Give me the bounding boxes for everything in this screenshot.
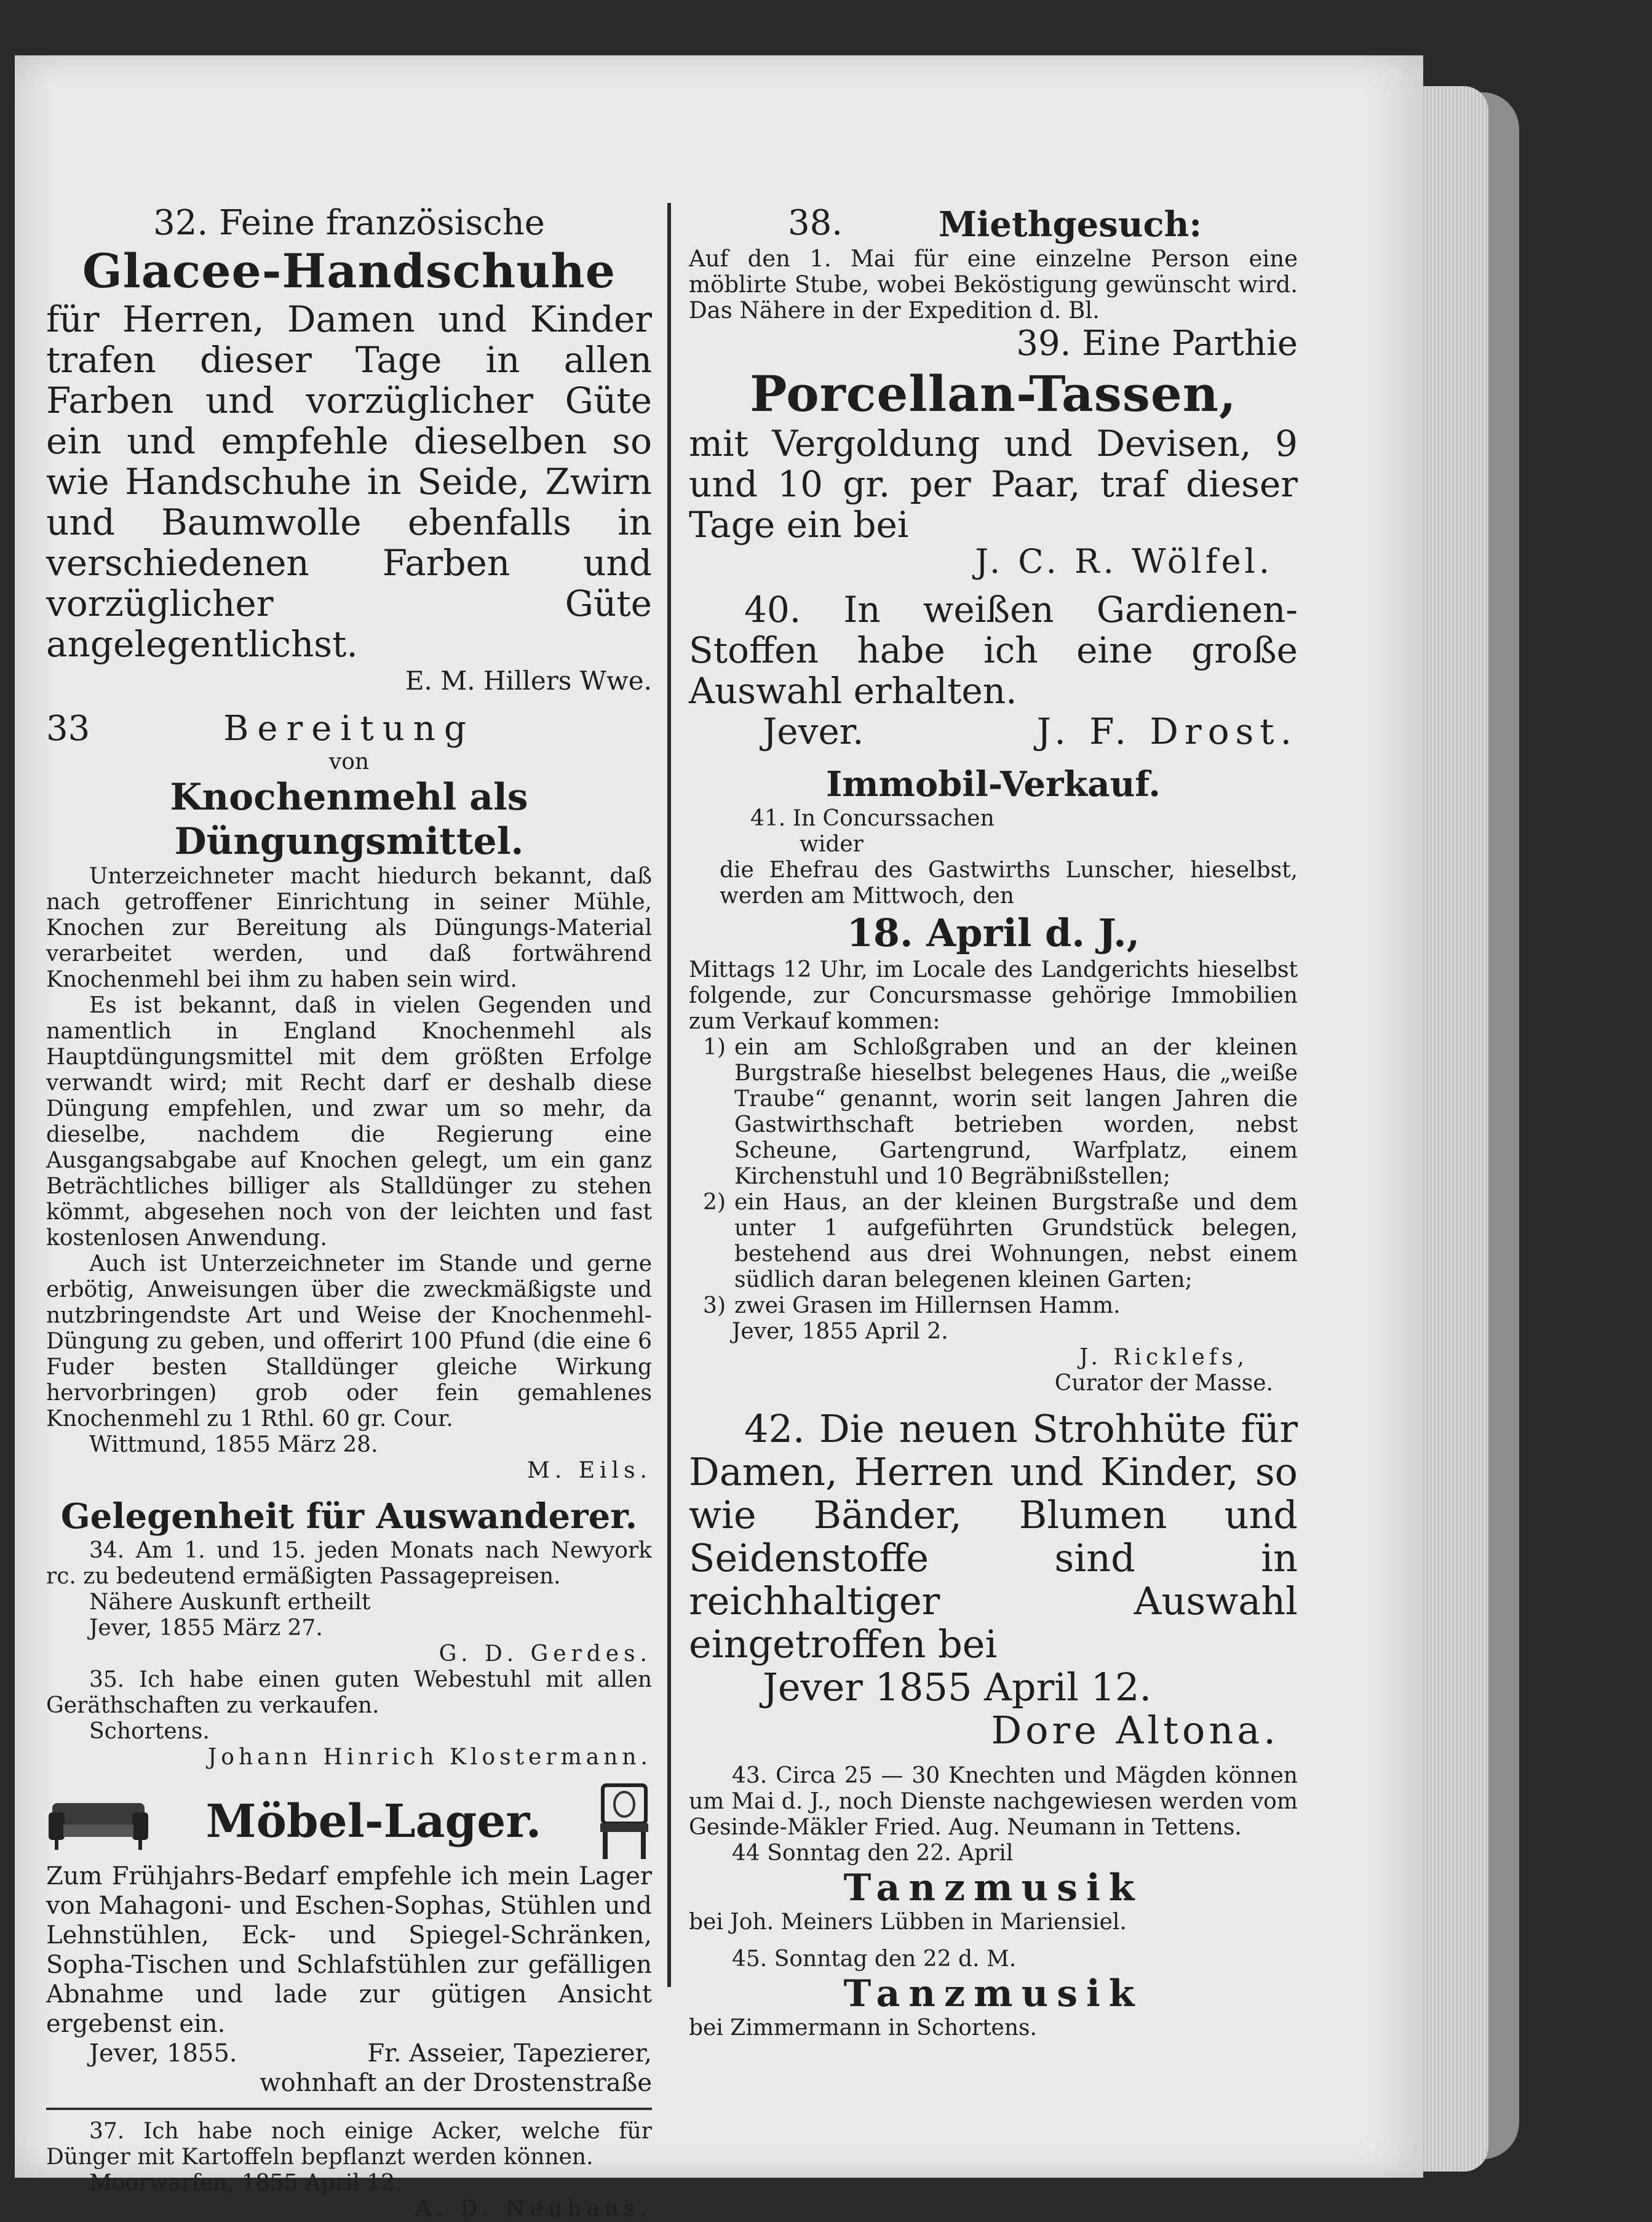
ad-dateline: Jever, 1855. (89, 2039, 237, 2068)
ad-40 (689, 589, 1298, 752)
ad-intro: Eine Parthie (1082, 324, 1298, 364)
ad-line: bei Zimmermann in Schortens. (689, 2015, 1037, 2041)
ad-title: Immobil-Verkauf. (826, 764, 1161, 805)
ad-date: 18. April d. J., (846, 910, 1140, 955)
left-column (46, 203, 652, 2222)
ad-paragraph: Nähere Auskunft ertheilt (89, 1590, 371, 1615)
ad-paragraph: 35. Ich habe einen guten Webestuhl mit allen Geräthschaften zu verkaufen. (46, 1667, 652, 1718)
ad-signature: Fr. Asseier, Tapezierer, (367, 2039, 652, 2068)
ad-38 (689, 203, 1298, 324)
ad-line: 45. Sonntag den 22 d. M. (732, 1946, 1017, 1972)
ad-signature: Dore Altona. (991, 1708, 1279, 1753)
ad-paragraph: 34. Am 1. und 15. jeden Monats nach Newyork rc. zu bedeutend ermäßigten Passagepreisen. (46, 1538, 652, 1589)
ad-connector: von (328, 749, 370, 775)
ad-dateline: Moorwarfen, 1855 April 12. (89, 2170, 402, 2196)
ad-line: 44 Sonntag den 22. April (732, 1841, 1014, 1866)
list-item-label: 3) (703, 1293, 726, 1318)
ad-signature: J. F. Drost. (1036, 711, 1298, 752)
list-item-text: ein am Schloßgraben und an der kleinen Burgstraße hieselbst belegenes Haus, die „weiße Traube“ genannt, worin seit langen Jahren die Gastwirthschaft betrieben worden, nebst Scheune, Gartengrund, Warfplatz, einem Kirchenstuhl und 10 Begräbnißstellen; (734, 1035, 1298, 1189)
ad-body: 40. In weißen Gardienen-Stoffen habe ich eine große Auswahl erhalten. (689, 589, 1298, 712)
ad-44 (689, 1841, 1298, 1935)
list-item-text: zwei Grasen im Hillernsen Hamm. (734, 1293, 1121, 1318)
ad-intro: Feine französische (218, 203, 545, 243)
ad-signature: M. Eils. (527, 1458, 652, 1483)
list-item (689, 1293, 1298, 1319)
ad-title: Tanzmusik (843, 1972, 1143, 2015)
ad-signature: J. C. R. Wölfel. (975, 542, 1273, 581)
ad-title: Knochenmehl als Düngungsmittel. (170, 776, 528, 863)
ad-signature: J. Ricklefs, (1079, 1345, 1249, 1370)
sofa-icon (46, 1791, 151, 1852)
ad-body: 43. Circa 25 — 30 Knechten und Mägden können um Mai d. J., noch Dienste nachgewiesen werden vom Gesinde-Mäkler Fried. Aug. Neumann in Tettens. (689, 1763, 1298, 1840)
ad-line: wider (800, 832, 864, 857)
ad-title: Möbel-Lager. (205, 1795, 542, 1848)
ad-paragraph: Mittags 12 Uhr, im Locale des Landgerichts hieselbst folgende, zur Concursmasse gehörige Immobilien zum Verkauf kommen: (689, 957, 1298, 1034)
ad-dateline: Jever 1855 April 12. (763, 1665, 1152, 1710)
ad-title: Tanzmusik (843, 1866, 1143, 1909)
chair-icon (597, 1782, 652, 1862)
ad-dateline: Wittmund, 1855 März 28. (89, 1432, 378, 1457)
ad-paragraph: Es ist bekannt, daß in vielen Gegenden und namentlich in England Knochenmehl als Hauptdüngungsmittel mit dem größten Erfolge verwandt wird; mit Recht darf er deshalb diese Düngung empfehlen, und zwar um so mehr, da dieselbe, nachdem die Regierung eine Ausgangsabgabe auf Knochen gelegt, um ein ganz Beträchtliches billiger als Stalldünger zu stehen kömmt, abgesehen noch von der leichten und fast kostenlosen Anwendung. (46, 993, 652, 1251)
ad-35 (46, 1667, 652, 1770)
ad-paragraph: Auch ist Unterzeichneter im Stande und gerne erbötig, Anweisungen über die zweckmäßigste und nutzbringendste Art und Weise der Knochenmehl-Düngung zu geben, und offerirt 100 Pfund (die eine 6 Fuder besten Stalldünger gleiche Wirkung hervorbringen) grob oder fein gemahlenes Knochenmehl zu 1 Rthl. 60 gr. Cour. (46, 1251, 652, 1432)
ad-43 (689, 1763, 1298, 1841)
ad-signature: G. D. Gerdes. (439, 1641, 652, 1666)
column-divider (667, 203, 671, 1987)
ad-heading: Bereitung (223, 709, 475, 749)
ad-34 (46, 1495, 652, 1667)
ad-line: die Ehefrau des Gastwirths Lunscher, hieselbst, werden am Mittwoch, den (720, 858, 1298, 909)
ad-line: 41. In Concurssachen (750, 806, 995, 831)
ad-body: Zum Frühjahrs-Bedarf empfehle ich mein Lager von Mahagoni- und Eschen-Sophas, Stühlen und Lehnstühlen, Eck- und Spiegel-Schränken, Sopha-Tischen und Schlafstühlen zur gefälligen Abnahme und lade zur gütigen Ansicht ergebenst ein. (46, 1862, 652, 2038)
ad-signature-line2: Curator der Masse. (1054, 1371, 1273, 1396)
ad-place: Schortens. (89, 1719, 210, 1744)
ad-signature: Johann Hinrich Klostermann. (207, 1745, 652, 1770)
ad-37 (46, 2119, 652, 2222)
ad-title: Porcellan-Tassen, (750, 365, 1237, 423)
ad-place: Jever. (763, 711, 864, 752)
ad-dateline: Jever, 1855 März 27. (89, 1615, 323, 1641)
ad-number: 39. (1016, 324, 1071, 364)
ad-number: 38. (787, 203, 843, 243)
ad-41 (689, 763, 1298, 1396)
ad-33 (46, 709, 652, 1484)
ad-39 (689, 324, 1298, 581)
ad-36 (46, 1782, 652, 2110)
ad-42 (689, 1408, 1298, 1752)
ad-title: Glacee-Handschuhe (82, 244, 616, 298)
list-item-text: ein Haus, an der kleinen Burgstraße und dem unter 1 aufgeführten Grundstück belegen, bestehend aus drei Wohnungen, nebst einem südlich daran belegenen kleinen Garten; (734, 1190, 1298, 1292)
ad-number: 32. (153, 203, 208, 243)
ad-body: 42. Die neuen Strohhüte für Damen, Herren und Kinder, so wie Bänder, Blumen und Seidenstoffe sind in reichhaltiger Auswahl eingetroffen bei (689, 1406, 1298, 1666)
ad-rule (46, 2108, 652, 2110)
ad-signature-line2: wohnhaft an der Drostenstraße (260, 2069, 652, 2097)
ad-body: mit Vergoldung und Devisen, 9 und 10 gr. per Paar, traf dieser Tage ein bei (689, 423, 1298, 546)
ad-45 (689, 1946, 1298, 2041)
ad-paragraph: Unterzeichneter macht hiedurch bekannt, daß nach getroffener Einrichtung in seiner Mühle, Knochen zur Bereitung als Düngungs-Material verarbeitet werden, und daß fortwährend Knochenmehl bei ihm zu haben sein wird. (46, 864, 652, 992)
ad-signature: A. D. Neuhaus. (415, 2196, 652, 2221)
ad-title: Miethgesuch: (939, 204, 1202, 245)
ad-body: für Herren, Damen und Kinder trafen dieser Tage in allen Farben und vorzüglicher Güte ein und empfehle dieselben so wie Handschuhe in Seide, Zwirn und Baumwolle ebenfalls in verschiedenen Farben und vorzüglicher Güte angelegentlichst. (46, 298, 652, 665)
ad-item-list (689, 1035, 1298, 1319)
ad-line: bei Joh. Meiners Lübben in Mariensiel. (689, 1909, 1127, 1935)
ad-title: Gelegenheit für Auswanderer. (60, 1496, 638, 1537)
ad-dateline: Jever, 1855 April 2. (732, 1319, 948, 1344)
book-page-edges (1415, 86, 1488, 2172)
list-item (689, 1190, 1298, 1293)
list-item (689, 1035, 1298, 1190)
ad-signature: E. M. Hillers Wwe. (405, 666, 652, 696)
ad-paragraph: 37. Ich habe noch einige Acker, welche für Dünger mit Kartoffeln bepflanzt werden können. (46, 2119, 652, 2170)
ad-32 (46, 203, 652, 698)
right-column (689, 203, 1298, 2041)
list-item-label: 2) (703, 1190, 726, 1215)
ad-body: Auf den 1. Mai für eine einzelne Person eine möblirte Stube, wobei Beköstigung gewünscht wird. Das Nähere in der Expedition d. Bl. (689, 245, 1298, 324)
ad-number: 33 (46, 709, 90, 749)
list-item-label: 1) (703, 1035, 726, 1060)
